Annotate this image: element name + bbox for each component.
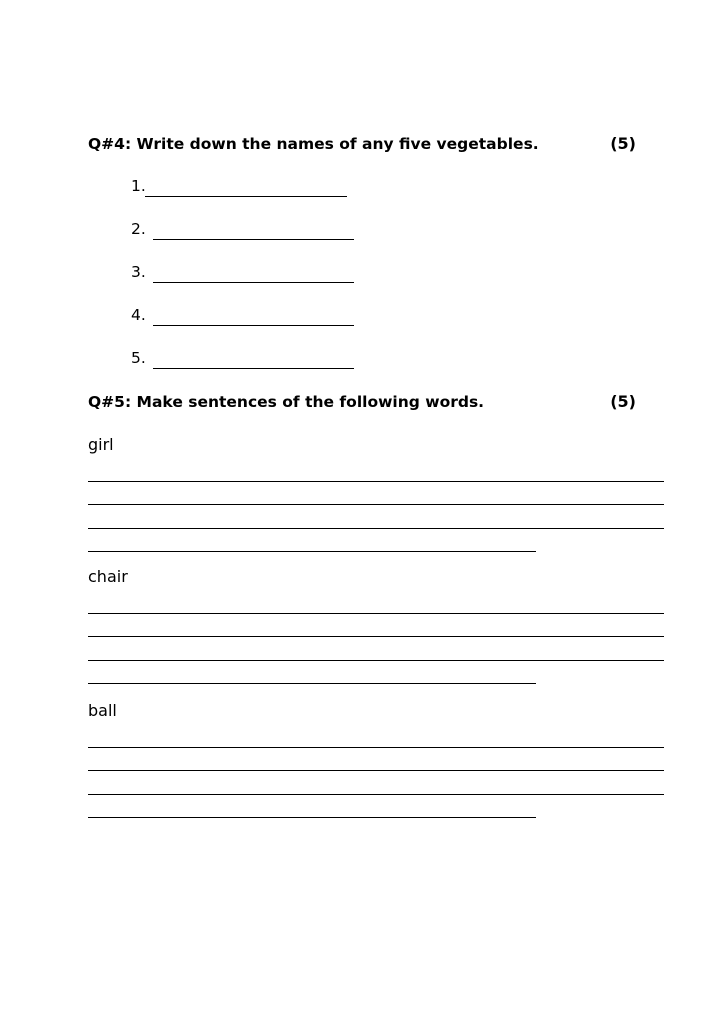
sentence-writing-line[interactable] xyxy=(88,794,664,795)
answer-number: 1. xyxy=(131,177,146,195)
sentence-writing-line[interactable] xyxy=(88,551,536,552)
sentence-writing-line[interactable] xyxy=(88,770,664,771)
answer-blank-line[interactable] xyxy=(153,282,354,283)
answer-blank-line[interactable] xyxy=(153,368,354,369)
sentence-writing-line[interactable] xyxy=(88,817,536,818)
answer-number: 3. xyxy=(131,263,146,281)
sentence-writing-line[interactable] xyxy=(88,613,664,614)
answer-number: 5. xyxy=(131,349,146,367)
answer-blank-line[interactable] xyxy=(145,196,347,197)
answer-number: 4. xyxy=(131,306,146,324)
question-5-marks: (5) xyxy=(610,392,636,411)
question-4-text: Q#4: Write down the names of any five vegetables. xyxy=(88,135,539,153)
question-4-marks: (5) xyxy=(610,134,636,153)
sentence-writing-line[interactable] xyxy=(88,660,664,661)
sentence-writing-line[interactable] xyxy=(88,636,664,637)
word-girl-label: girl xyxy=(88,435,114,454)
word-ball-label: ball xyxy=(88,701,117,720)
word-chair-label: chair xyxy=(88,567,128,586)
answer-blank-line[interactable] xyxy=(153,239,354,240)
answer-number: 2. xyxy=(131,220,146,238)
sentence-writing-line[interactable] xyxy=(88,747,664,748)
question-5-text: Q#5: Make sentences of the following words. xyxy=(88,393,485,411)
answer-blank-line[interactable] xyxy=(153,325,354,326)
sentence-writing-line[interactable] xyxy=(88,504,664,505)
sentence-writing-line[interactable] xyxy=(88,683,536,684)
sentence-writing-line[interactable] xyxy=(88,528,664,529)
sentence-writing-line[interactable] xyxy=(88,481,664,482)
